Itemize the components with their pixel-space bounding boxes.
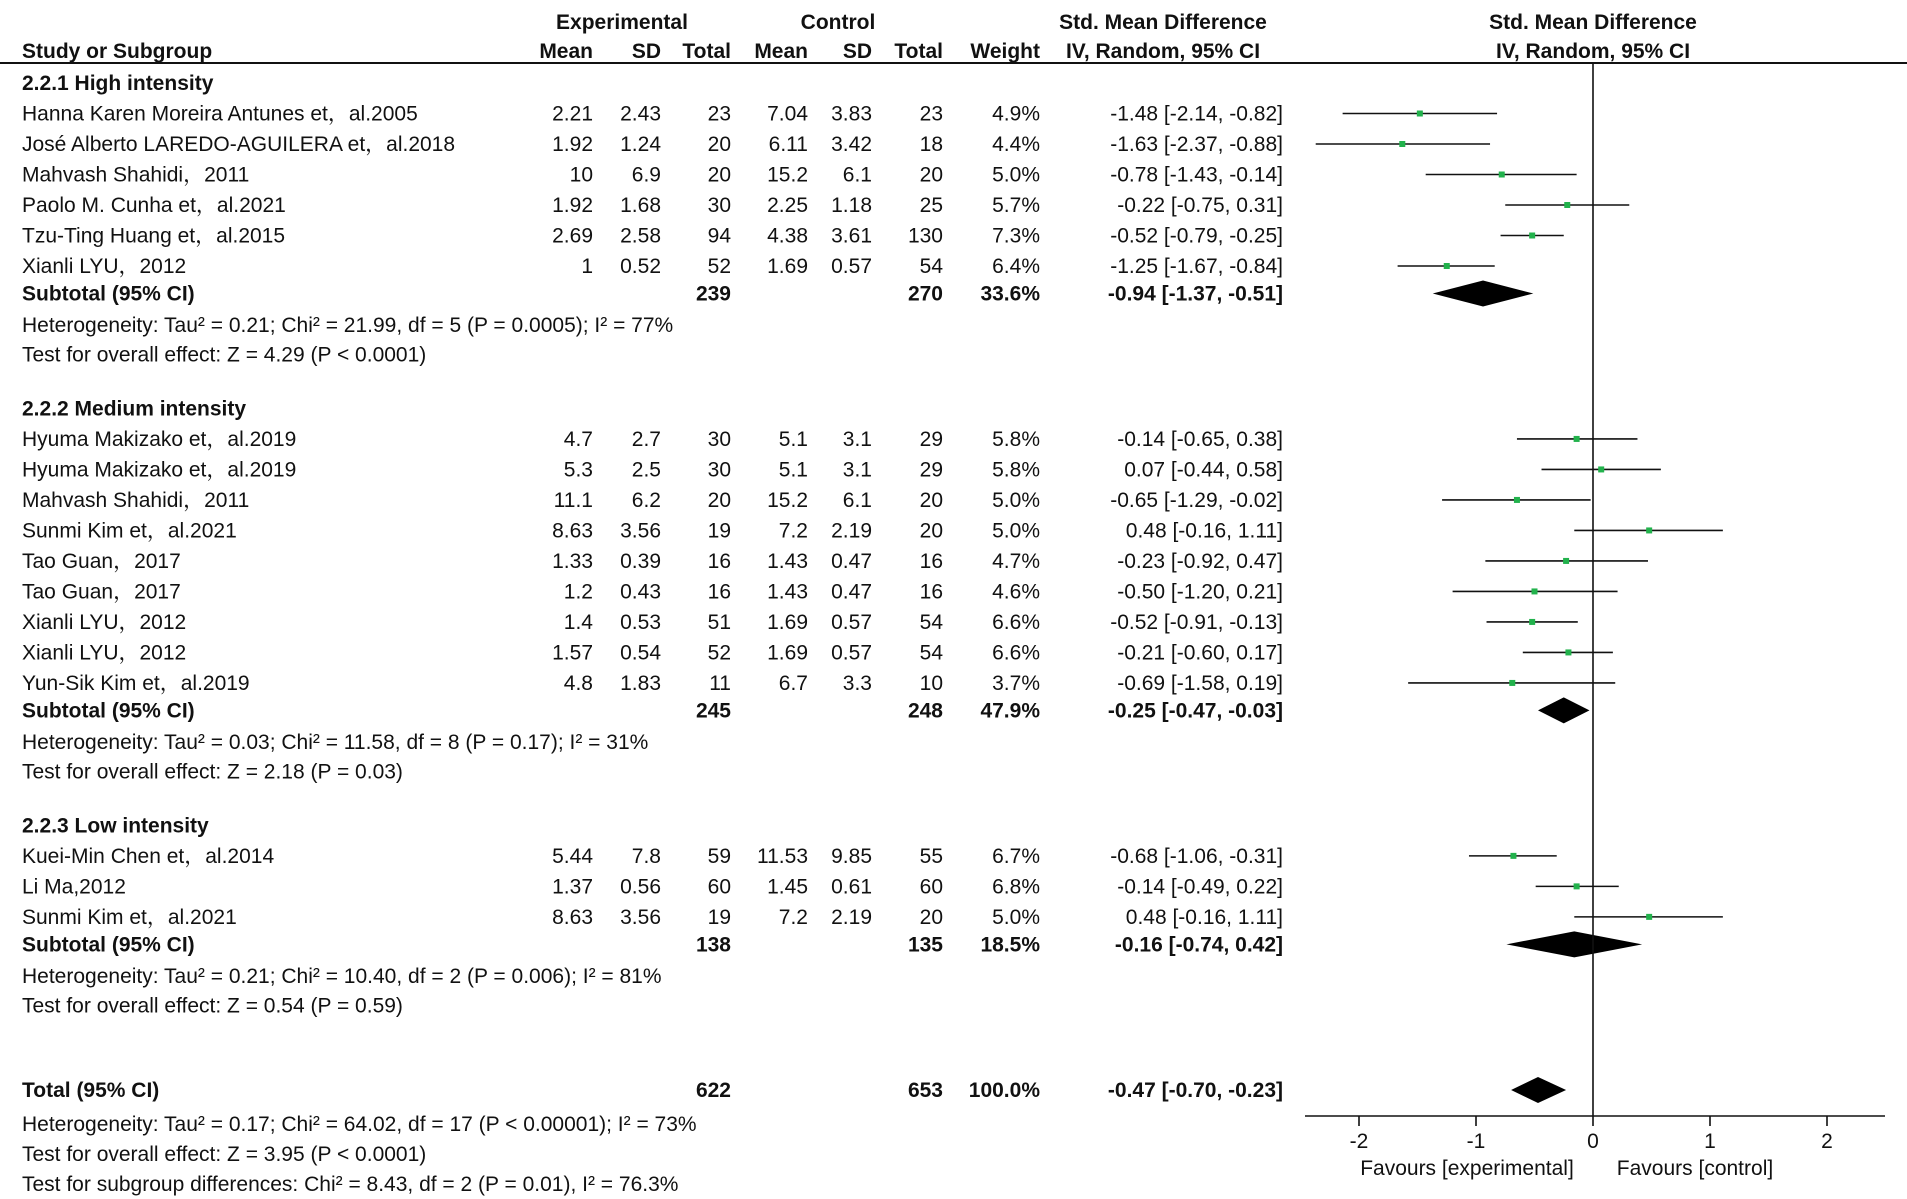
- point-estimate: [1564, 202, 1570, 208]
- point-estimate: [1529, 233, 1535, 239]
- point-estimate: [1514, 497, 1520, 503]
- study-weight: 5.0%: [992, 519, 1040, 543]
- study-name: Hanna Karen Moreira Antunes et，al.2005: [22, 102, 418, 126]
- study-weight: 5.7%: [992, 194, 1040, 217]
- study-weight: 4.9%: [992, 102, 1040, 126]
- study-mean-e: 1.92: [552, 133, 593, 156]
- study-name: José Alberto LAREDO-AGUILERA et，al.2018: [22, 133, 456, 156]
- study-name: Xianli LYU，2012: [22, 255, 187, 278]
- study-ci: -0.14 [-0.49, 0.22]: [1117, 875, 1283, 899]
- total-diamond: [1511, 1077, 1566, 1103]
- subgroup-title: 2.2.1 High intensity: [22, 72, 214, 95]
- study-weight: 5.0%: [992, 163, 1040, 187]
- study-name: Sunmi Kim et，al.2021: [22, 905, 237, 929]
- study-sd-c: 6.1: [842, 163, 872, 187]
- study-sd-e: 3.56: [620, 519, 661, 543]
- point-estimate: [1532, 588, 1538, 594]
- study-sd-e: 7.8: [631, 844, 661, 868]
- study-ci: -0.65 [-1.29, -0.02]: [1110, 488, 1283, 512]
- subtotal-ci: -0.16 [-0.74, 0.42]: [1114, 933, 1283, 957]
- study-weight: 6.4%: [992, 255, 1040, 278]
- study-total-c: 29: [919, 427, 943, 451]
- header-smd-plot: Std. Mean Difference: [1489, 11, 1697, 34]
- study-weight: 7.3%: [992, 224, 1040, 248]
- study-weight: 3.7%: [992, 671, 1040, 695]
- study-mean-e: 1.2: [563, 580, 593, 604]
- study-sd-e: 2.43: [620, 102, 661, 126]
- subgroup-title: 2.2.2 Medium intensity: [22, 397, 247, 421]
- study-ci: -0.52 [-0.91, -0.13]: [1110, 610, 1283, 634]
- study-total-e: 23: [707, 102, 731, 126]
- study-ci: -0.52 [-0.79, -0.25]: [1110, 224, 1283, 248]
- study-weight: 4.4%: [992, 133, 1040, 156]
- point-estimate: [1646, 527, 1652, 533]
- header-study: Study or Subgroup: [22, 40, 213, 63]
- study-weight: 4.7%: [992, 549, 1040, 573]
- study-mean-e: 8.63: [552, 519, 593, 543]
- study-name: Mahvash Shahidi，2011: [22, 488, 250, 512]
- study-sd-c: 2.19: [831, 905, 872, 929]
- footer-text: Test for subgroup differences: Chi² = 8.43, df = 2 (P = 0.01), I² = 76.3%: [22, 1173, 679, 1196]
- study-ci: -0.22 [-0.75, 0.31]: [1117, 194, 1283, 217]
- subgroup-title: 2.2.3 Low intensity: [22, 814, 209, 838]
- study-ci: -0.68 [-1.06, -0.31]: [1110, 844, 1283, 868]
- study-total-c: 54: [919, 610, 943, 634]
- study-ci: -0.23 [-0.92, 0.47]: [1117, 549, 1283, 573]
- overall-effect-text: Test for overall effect: Z = 2.18 (P = 0.03): [22, 760, 403, 784]
- header-experimental: Experimental: [556, 11, 688, 34]
- study-mean-c: 6.7: [778, 671, 808, 695]
- study-name: Sunmi Kim et，al.2021: [22, 519, 237, 543]
- subtotal-weight: 47.9%: [980, 699, 1040, 723]
- study-weight: 5.8%: [992, 427, 1040, 451]
- study-mean-c: 5.1: [778, 458, 808, 482]
- study-name: Tzu-Ting Huang et，al.2015: [22, 224, 286, 248]
- study-name: Paolo M. Cunha et，al.2021: [22, 194, 286, 217]
- study-mean-e: 1.37: [552, 875, 593, 899]
- study-ci: -0.78 [-1.43, -0.14]: [1110, 163, 1283, 187]
- header-method-plot: IV, Random, 95% CI: [1495, 40, 1691, 63]
- study-mean-c: 11.53: [757, 844, 808, 868]
- study-mean-c: 1.69: [767, 255, 808, 278]
- study-total-c: 23: [919, 102, 943, 126]
- study-sd-e: 6.9: [631, 163, 661, 187]
- study-total-c: 16: [919, 549, 943, 573]
- study-mean-e: 11.1: [553, 488, 593, 512]
- study-total-c: 20: [919, 163, 943, 187]
- study-mean-e: 8.63: [552, 905, 593, 929]
- subtotal-total-e: 138: [695, 933, 731, 957]
- study-total-e: 20: [707, 133, 731, 156]
- study-name: Tao Guan，2017: [22, 549, 181, 573]
- header-weight: Weight: [970, 40, 1040, 63]
- study-total-e: 16: [707, 580, 731, 604]
- study-ci: 0.48 [-0.16, 1.11]: [1125, 519, 1283, 543]
- study-sd-c: 0.57: [831, 610, 872, 634]
- subtotal-total-c: 135: [907, 933, 943, 957]
- subtotal-total-e: 245: [695, 699, 731, 723]
- header-smd-table: Std. Mean Difference: [1059, 11, 1267, 34]
- study-sd-c: 3.1: [842, 458, 872, 482]
- overall-effect-text: Test for overall effect: Z = 4.29 (P < 0.0001): [22, 343, 427, 367]
- favours-experimental-label: Favours [experimental]: [1360, 1157, 1574, 1180]
- study-sd-e: 0.53: [620, 610, 661, 634]
- study-mean-e: 10: [569, 163, 593, 187]
- study-sd-e: 1.24: [620, 133, 661, 156]
- study-total-c: 54: [919, 255, 943, 278]
- study-name: Xianli LYU，2012: [22, 610, 187, 634]
- subtotal-label: Subtotal (95% CI): [22, 933, 195, 957]
- study-total-e: 51: [707, 610, 731, 634]
- heterogeneity-text: Heterogeneity: Tau² = 0.21; Chi² = 21.99, df = 5 (P = 0.0005); I² = 77%: [22, 314, 674, 337]
- point-estimate: [1499, 172, 1505, 178]
- study-sd-e: 1.83: [620, 671, 661, 695]
- study-mean-c: 15.2: [767, 163, 808, 187]
- favours-control-label: Favours [control]: [1616, 1157, 1774, 1180]
- study-weight: 6.6%: [992, 610, 1040, 634]
- point-estimate: [1574, 436, 1580, 442]
- study-mean-e: 4.7: [563, 427, 593, 451]
- study-sd-e: 2.58: [620, 224, 661, 248]
- total-ci: -0.47 [-0.70, -0.23]: [1107, 1079, 1283, 1102]
- study-mean-e: 1.92: [552, 194, 593, 217]
- study-sd-c: 3.61: [831, 224, 872, 248]
- study-sd-c: 6.1: [842, 488, 872, 512]
- point-estimate: [1598, 466, 1604, 472]
- study-total-c: 54: [919, 641, 943, 665]
- study-total-c: 25: [919, 194, 943, 217]
- header-sd-e: SD: [631, 40, 661, 63]
- study-mean-c: 7.04: [767, 102, 808, 126]
- header-total-e: Total: [682, 40, 731, 63]
- study-sd-e: 0.52: [620, 255, 661, 278]
- study-total-e: 20: [707, 163, 731, 187]
- study-total-e: 19: [707, 905, 731, 929]
- study-ci: 0.48 [-0.16, 1.11]: [1125, 905, 1283, 929]
- subtotal-diamond: [1433, 281, 1534, 307]
- total-label: Total (95% CI): [22, 1079, 160, 1102]
- study-mean-c: 4.38: [767, 224, 808, 248]
- study-ci: -0.69 [-1.58, 0.19]: [1117, 671, 1283, 695]
- study-sd-c: 3.42: [831, 133, 872, 156]
- study-name: Hyuma Makizako et，al.2019: [22, 427, 297, 451]
- point-estimate: [1399, 141, 1405, 147]
- study-weight: 5.8%: [992, 458, 1040, 482]
- study-mean-e: 4.8: [563, 671, 593, 695]
- heterogeneity-text: Heterogeneity: Tau² = 0.03; Chi² = 11.58, df = 8 (P = 0.17); I² = 31%: [22, 730, 649, 754]
- study-mean-e: 1: [581, 255, 593, 278]
- study-name: Yun-Sik Kim et，al.2019: [22, 671, 250, 695]
- study-ci: 0.07 [-0.44, 0.58]: [1124, 458, 1283, 482]
- study-total-c: 10: [919, 671, 943, 695]
- study-ci: -1.63 [-2.37, -0.88]: [1110, 133, 1283, 156]
- study-mean-e: 5.3: [563, 458, 593, 482]
- study-sd-e: 3.56: [620, 905, 661, 929]
- study-sd-e: 6.2: [631, 488, 661, 512]
- study-total-c: 20: [919, 519, 943, 543]
- study-mean-c: 15.2: [767, 488, 808, 512]
- subtotal-diamond: [1538, 697, 1589, 723]
- subtotal-diamond: [1506, 931, 1642, 957]
- study-total-e: 52: [707, 641, 731, 665]
- header-control: Control: [800, 11, 876, 34]
- study-sd-e: 1.68: [620, 194, 661, 217]
- study-total-c: 55: [919, 844, 943, 868]
- study-sd-c: 0.47: [831, 549, 872, 573]
- study-sd-c: 3.83: [831, 102, 872, 126]
- study-ci: -0.14 [-0.65, 0.38]: [1117, 427, 1283, 451]
- footer-text: Heterogeneity: Tau² = 0.17; Chi² = 64.02, df = 17 (P < 0.00001); I² = 73%: [22, 1113, 697, 1136]
- header-mean-e: Mean: [539, 40, 593, 63]
- study-total-e: 30: [707, 194, 731, 217]
- study-mean-c: 1.43: [767, 549, 808, 573]
- header-sd-c: SD: [842, 40, 872, 63]
- overall-effect-text: Test for overall effect: Z = 0.54 (P = 0.59): [22, 994, 403, 1018]
- footer-text: Test for overall effect: Z = 3.95 (P < 0.0001): [22, 1143, 427, 1166]
- study-total-e: 16: [707, 549, 731, 573]
- subtotal-total-e: 239: [695, 282, 731, 306]
- point-estimate: [1563, 558, 1569, 564]
- heterogeneity-text: Heterogeneity: Tau² = 0.21; Chi² = 10.40, df = 2 (P = 0.006); I² = 81%: [22, 964, 662, 988]
- study-sd-c: 0.47: [831, 580, 872, 604]
- study-total-e: 11: [709, 671, 731, 695]
- subtotal-label: Subtotal (95% CI): [22, 699, 195, 723]
- subtotal-ci: -0.25 [-0.47, -0.03]: [1107, 699, 1283, 723]
- study-mean-e: 5.44: [552, 844, 593, 868]
- study-sd-e: 0.56: [620, 875, 661, 899]
- study-sd-e: 0.54: [620, 641, 661, 665]
- study-sd-c: 9.85: [831, 844, 872, 868]
- study-name: Tao Guan，2017: [22, 580, 181, 604]
- study-mean-e: 1.57: [552, 641, 593, 665]
- subtotal-weight: 18.5%: [980, 933, 1040, 957]
- study-weight: 5.0%: [992, 488, 1040, 512]
- study-sd-c: 2.19: [831, 519, 872, 543]
- study-mean-c: 1.45: [767, 875, 808, 899]
- study-total-c: 29: [919, 458, 943, 482]
- study-mean-c: 1.69: [767, 610, 808, 634]
- study-total-c: 18: [919, 133, 943, 156]
- study-total-e: 94: [707, 224, 731, 248]
- x-tick-label: -1: [1466, 1130, 1486, 1153]
- header-method-table: IV, Random, 95% CI: [1065, 40, 1261, 63]
- study-total-e: 60: [707, 875, 731, 899]
- point-estimate: [1646, 914, 1652, 920]
- x-tick-label: 2: [1821, 1130, 1833, 1153]
- point-estimate: [1444, 263, 1450, 269]
- study-weight: 4.6%: [992, 580, 1040, 604]
- study-total-e: 19: [707, 519, 731, 543]
- study-sd-e: 2.7: [631, 427, 661, 451]
- study-total-c: 20: [919, 905, 943, 929]
- point-estimate: [1417, 111, 1423, 117]
- point-estimate: [1574, 883, 1580, 889]
- study-mean-c: 5.1: [778, 427, 808, 451]
- study-ci: -1.25 [-1.67, -0.84]: [1110, 255, 1283, 278]
- study-total-c: 16: [919, 580, 943, 604]
- study-sd-c: 1.18: [831, 194, 872, 217]
- total-weight: 100.0%: [968, 1079, 1040, 1102]
- study-total-c: 20: [919, 488, 943, 512]
- total-total-c: 653: [907, 1079, 943, 1102]
- study-sd-c: 3.3: [842, 671, 872, 695]
- subtotal-ci: -0.94 [-1.37, -0.51]: [1107, 282, 1283, 306]
- study-weight: 6.7%: [992, 844, 1040, 868]
- study-mean-c: 1.43: [767, 580, 808, 604]
- study-name: Xianli LYU，2012: [22, 641, 187, 665]
- study-total-e: 30: [707, 458, 731, 482]
- study-weight: 5.0%: [992, 905, 1040, 929]
- study-ci: -0.50 [-1.20, 0.21]: [1117, 580, 1283, 604]
- header-total-c: Total: [894, 40, 943, 63]
- study-weight: 6.6%: [992, 641, 1040, 665]
- study-total-c: 60: [919, 875, 943, 899]
- study-mean-c: 1.69: [767, 641, 808, 665]
- subtotal-total-c: 270: [907, 282, 943, 306]
- study-name: Li Ma,2012: [22, 875, 126, 899]
- point-estimate: [1510, 853, 1516, 859]
- subtotal-weight: 33.6%: [980, 282, 1040, 306]
- study-total-c: 130: [907, 224, 943, 248]
- study-sd-c: 3.1: [842, 427, 872, 451]
- study-total-e: 30: [707, 427, 731, 451]
- subtotal-total-c: 248: [907, 699, 943, 723]
- x-tick-label: -2: [1349, 1130, 1369, 1153]
- total-total-e: 622: [695, 1079, 731, 1102]
- study-name: Hyuma Makizako et，al.2019: [22, 458, 297, 482]
- point-estimate: [1509, 680, 1515, 686]
- study-mean-e: 2.21: [552, 102, 593, 126]
- x-tick-label: 0: [1587, 1130, 1599, 1153]
- study-weight: 6.8%: [992, 875, 1040, 899]
- point-estimate: [1565, 649, 1571, 655]
- study-mean-c: 2.25: [767, 194, 808, 217]
- subtotal-label: Subtotal (95% CI): [22, 282, 195, 306]
- x-tick-label: 1: [1704, 1130, 1716, 1153]
- study-sd-e: 2.5: [631, 458, 661, 482]
- study-total-e: 59: [707, 844, 731, 868]
- study-sd-c: 0.57: [831, 255, 872, 278]
- study-total-e: 52: [707, 255, 731, 278]
- study-total-e: 20: [707, 488, 731, 512]
- point-estimate: [1529, 619, 1535, 625]
- header-mean-c: Mean: [754, 40, 808, 63]
- study-sd-e: 0.43: [620, 580, 661, 604]
- study-mean-c: 7.2: [778, 519, 808, 543]
- study-mean-e: 1.4: [563, 610, 593, 634]
- study-mean-e: 2.69: [552, 224, 593, 248]
- study-name: Kuei-Min Chen et，al.2014: [22, 844, 275, 868]
- study-sd-c: 0.57: [831, 641, 872, 665]
- study-mean-e: 1.33: [552, 549, 593, 573]
- study-ci: -1.48 [-2.14, -0.82]: [1110, 102, 1283, 126]
- study-ci: -0.21 [-0.60, 0.17]: [1117, 641, 1283, 665]
- study-sd-c: 0.61: [831, 875, 872, 899]
- study-mean-c: 6.11: [768, 133, 808, 156]
- study-mean-c: 7.2: [778, 905, 808, 929]
- study-name: Mahvash Shahidi，2011: [22, 163, 250, 187]
- study-sd-e: 0.39: [620, 549, 661, 573]
